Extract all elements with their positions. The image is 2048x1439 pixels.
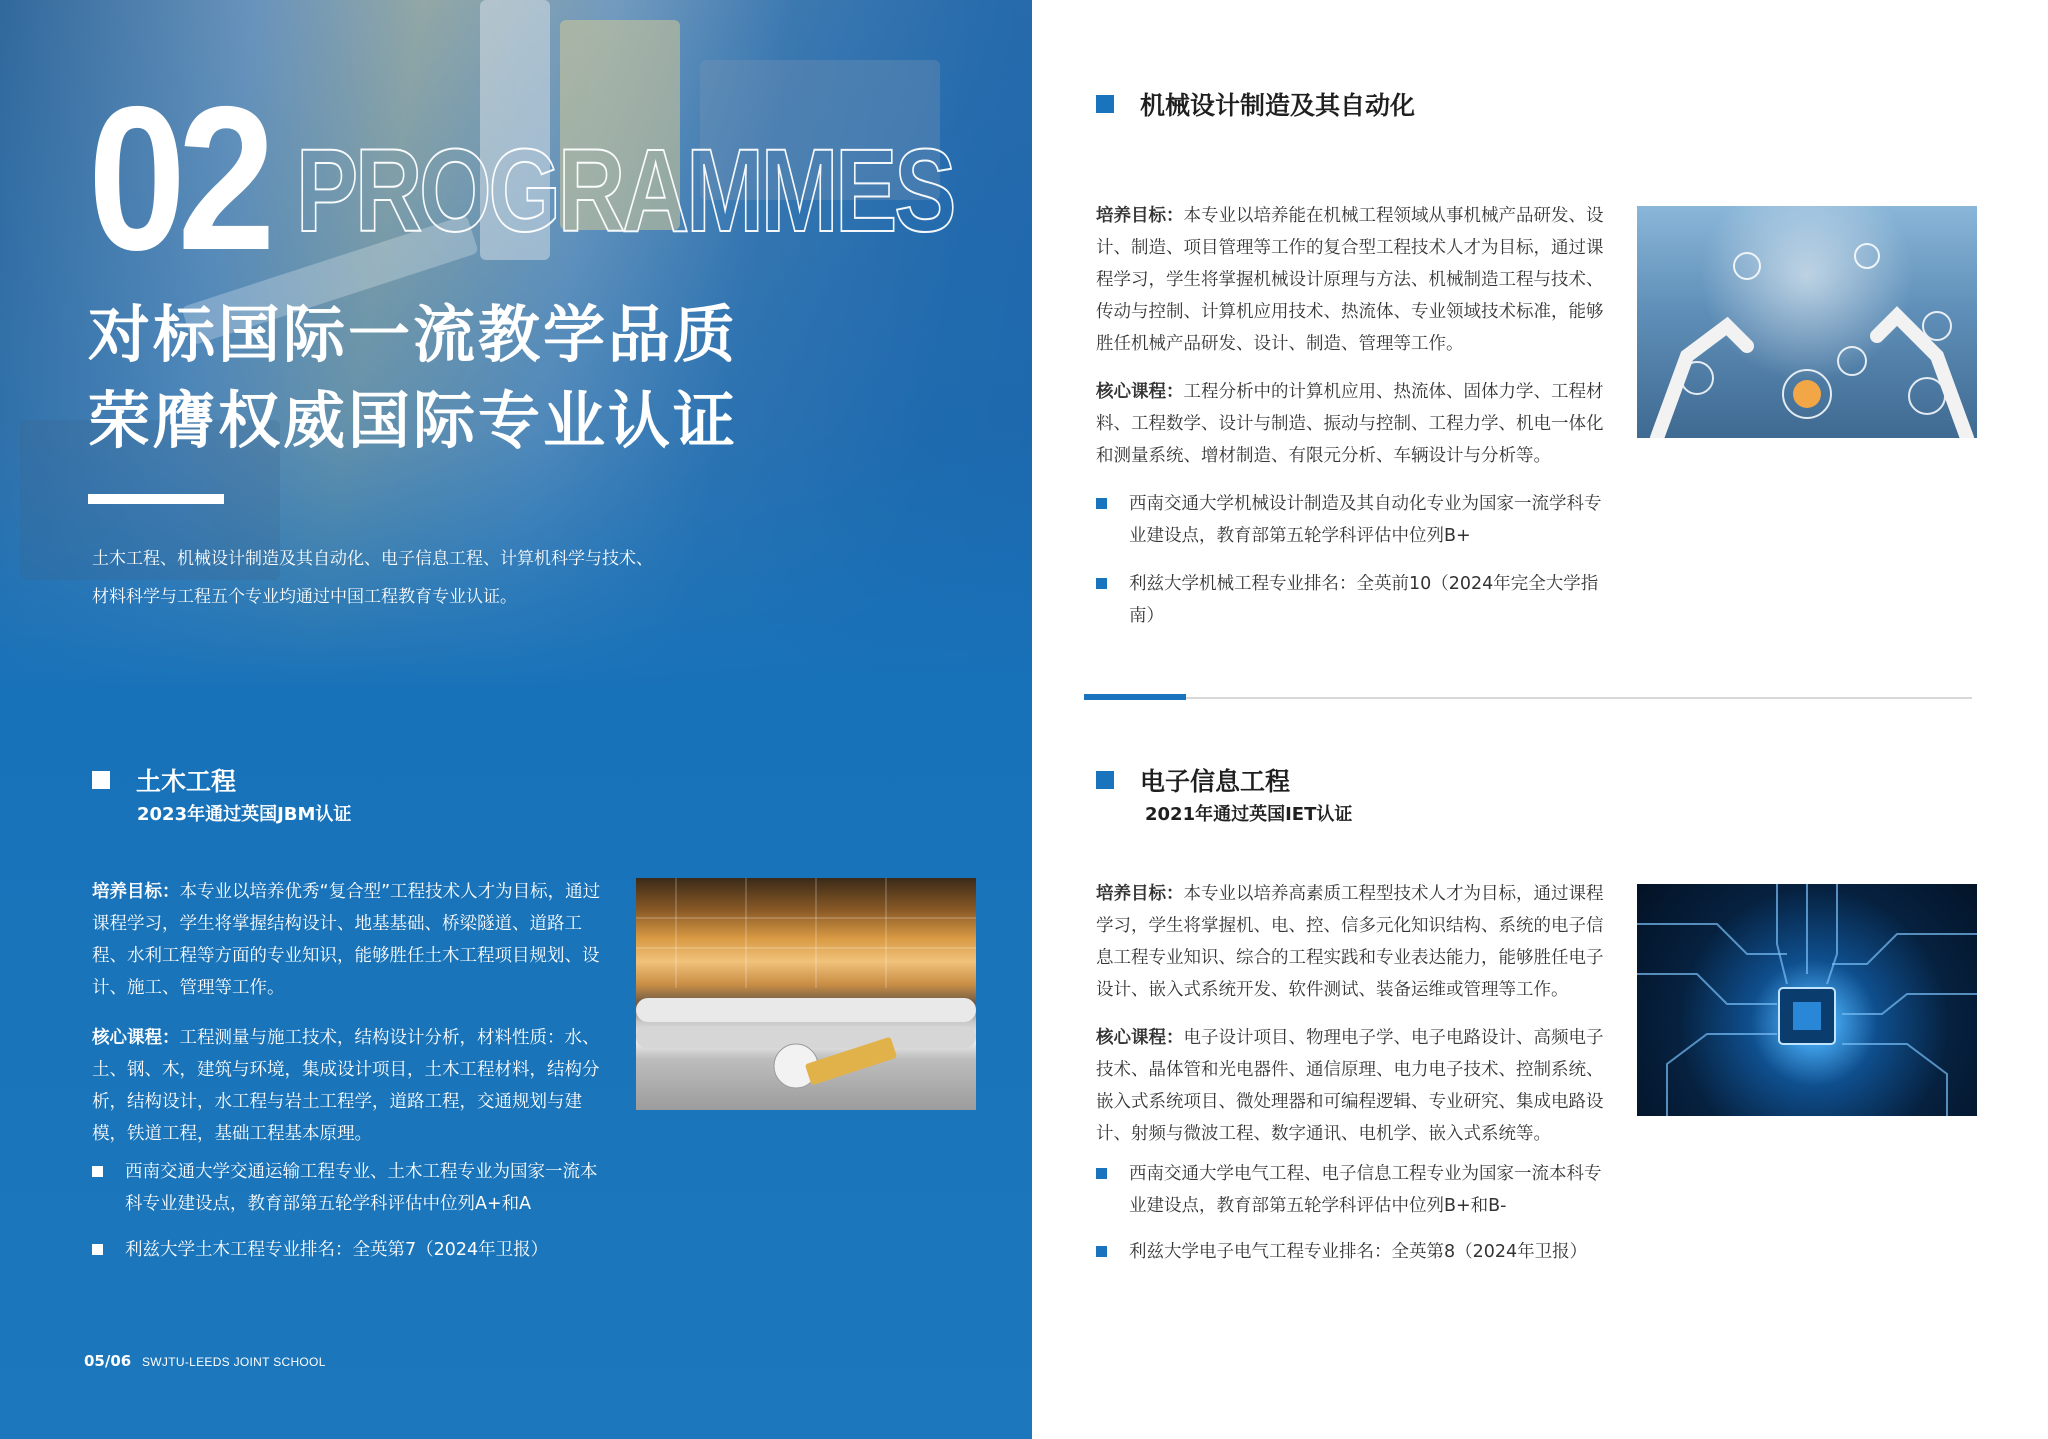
civil-core-text: 工程测量与施工技术，结构设计分析，材料性质：水、土、钢、木，建筑与环境，集成设计项目，土木工程材料，结构分析，结构设计，水工程与岩土工程学，道路工程，交通规划与建模，铁道工程，基础工程基本原理。 [92, 1028, 600, 1144]
elec-title-row [1096, 762, 1290, 798]
section-number: 02 [88, 64, 267, 293]
elec-core-label: 核心课程： [1096, 1028, 1184, 1048]
mech-core-text: 工程分析中的计算机应用、热流体、固体力学、工程材料、工程数学、设计与制造、振动与控制、工程力学、机电一体化和测量系统、增材制造、有限元分析、车辆设计与分析等。 [1096, 382, 1604, 466]
mech-core [1096, 376, 1608, 472]
blueprint-roll-illustration [636, 878, 976, 1110]
page-number: 05/06 [84, 1352, 132, 1370]
civil-bullet-1-text: 西南交通大学交通运输工程专业、土木工程专业为国家一流本科专业建设点，教育部第五轮学科评估中位列A+和A [125, 1162, 598, 1214]
section-divider [1084, 697, 1972, 699]
square-bullet-icon [1096, 95, 1114, 113]
square-bullet-icon [1096, 498, 1107, 509]
mech-goal-text: 本专业以培养能在机械工程领域从事机械产品研发、设计、制造、项目管理等工作的复合型工程技术人才为目标，通过课程学习，学生将掌握机械设计原理与方法、机械制造工程与技术、传动与控制、计算机应用技术、热流体、专业领域技术标准，能够胜任机械产品研发、设计、制造、管理等工作。 [1096, 206, 1604, 354]
mech-bullet-2-text: 利兹大学机械工程专业排名：全英前10（2024年完全大学指南） [1129, 574, 1599, 626]
square-bullet-icon [1096, 1246, 1107, 1257]
civil-core-label: 核心课程： [92, 1028, 180, 1048]
headline-line-2: 荣膺权威国际专业认证 [88, 384, 739, 457]
mech-bullet-1 [1096, 488, 1608, 552]
mech-bullet-2 [1096, 568, 1608, 632]
circuit-board-photo [1637, 884, 1977, 1116]
mech-title: 机械设计制造及其自动化 [1140, 91, 1416, 120]
civil-bullet-2 [92, 1234, 604, 1266]
elec-bullet-1-text: 西南交通大学电气工程、电子信息工程专业为国家一流本科专业建设点，教育部第五轮学科评估中位列B+和B- [1129, 1164, 1602, 1216]
programmes-outline-title: PROGRAMMES [296, 125, 954, 257]
elec-goal-label: 培养目标： [1096, 884, 1184, 904]
elec-bullet-2 [1096, 1236, 1608, 1268]
civil-title: 土木工程 [136, 767, 237, 796]
robot-arms-illustration [1637, 206, 1977, 438]
headline-line-1: 对标国际一流教学品质 [88, 298, 739, 371]
square-bullet-icon [92, 1244, 103, 1255]
elec-title: 电子信息工程 [1140, 767, 1291, 796]
civil-core [92, 1022, 604, 1150]
circuit-board-illustration [1637, 884, 1977, 1116]
square-bullet-icon [92, 1166, 103, 1177]
square-bullet-icon [1096, 771, 1114, 789]
mech-goal [1096, 200, 1608, 360]
mech-core-label: 核心课程： [1096, 382, 1184, 402]
intro-line-1: 土木工程、机械设计制造及其自动化、电子信息工程、计算机科学与技术、 [92, 549, 653, 569]
civil-goal [92, 876, 604, 1004]
blueprint-roll-photo [636, 878, 976, 1110]
civil-bullet-2-text: 利兹大学土木工程专业排名：全英第7（2024年卫报） [125, 1240, 549, 1260]
robot-arms-photo [1637, 206, 1977, 438]
elec-subtitle: 2021年通过英国IET认证 [1145, 804, 1353, 825]
civil-goal-label: 培养目标： [92, 882, 180, 902]
school-name: SWJTU-LEEDS JOINT SCHOOL [142, 1355, 326, 1369]
elec-bullet-2-text: 利兹大学电子电气工程专业排名：全英第8（2024年卫报） [1129, 1242, 1588, 1262]
elec-core-text: 电子设计项目、物理电子学、电子电路设计、高频电子技术、晶体管和光电器件、通信原理、电力电子技术、控制系统、嵌入式系统项目、微处理器和可编程逻辑、专业研究、集成电路设计、射频与微波工程、数字通讯、电机学、嵌入式系统等。 [1096, 1028, 1604, 1144]
civil-subtitle: 2023年通过英国JBM认证 [137, 804, 352, 825]
mech-bullet-1-text: 西南交通大学机械设计制造及其自动化专业为国家一流学科专业建设点，教育部第五轮学科评估中位列B+ [1129, 494, 1602, 546]
elec-goal-text: 本专业以培养高素质工程型技术人才为目标，通过课程学习，学生将掌握机、电、控、信多元化知识结构、系统的电子信息工程专业知识、综合的工程实践和专业表达能力，能够胜任电子设计、嵌入式系统开发、软件测试、装备运维或管理等工作。 [1096, 884, 1604, 1000]
elec-bullet-1 [1096, 1158, 1608, 1222]
intro-paragraph [92, 540, 712, 616]
civil-bullet-1 [92, 1156, 604, 1220]
section-divider-accent [1084, 694, 1186, 700]
elec-core [1096, 1022, 1608, 1150]
intro-line-2: 材料科学与工程五个专业均通过中国工程教育专业认证。 [92, 587, 517, 607]
square-bullet-icon [1096, 1168, 1107, 1179]
civil-title-row [92, 762, 236, 798]
civil-goal-text: 本专业以培养优秀“复合型”工程技术人才为目标，通过课程学习，学生将掌握结构设计、地基基础、桥梁隧道、道路工程、水利工程等方面的专业知识，能够胜任土木工程项目规划、设计、施工、管理等工作。 [92, 882, 601, 998]
square-bullet-icon [92, 771, 110, 789]
elec-goal [1096, 878, 1608, 1006]
headline-underline [88, 494, 224, 504]
mech-title-row [1096, 86, 1415, 122]
mech-goal-label: 培养目标： [1096, 206, 1184, 226]
square-bullet-icon [1096, 578, 1107, 589]
